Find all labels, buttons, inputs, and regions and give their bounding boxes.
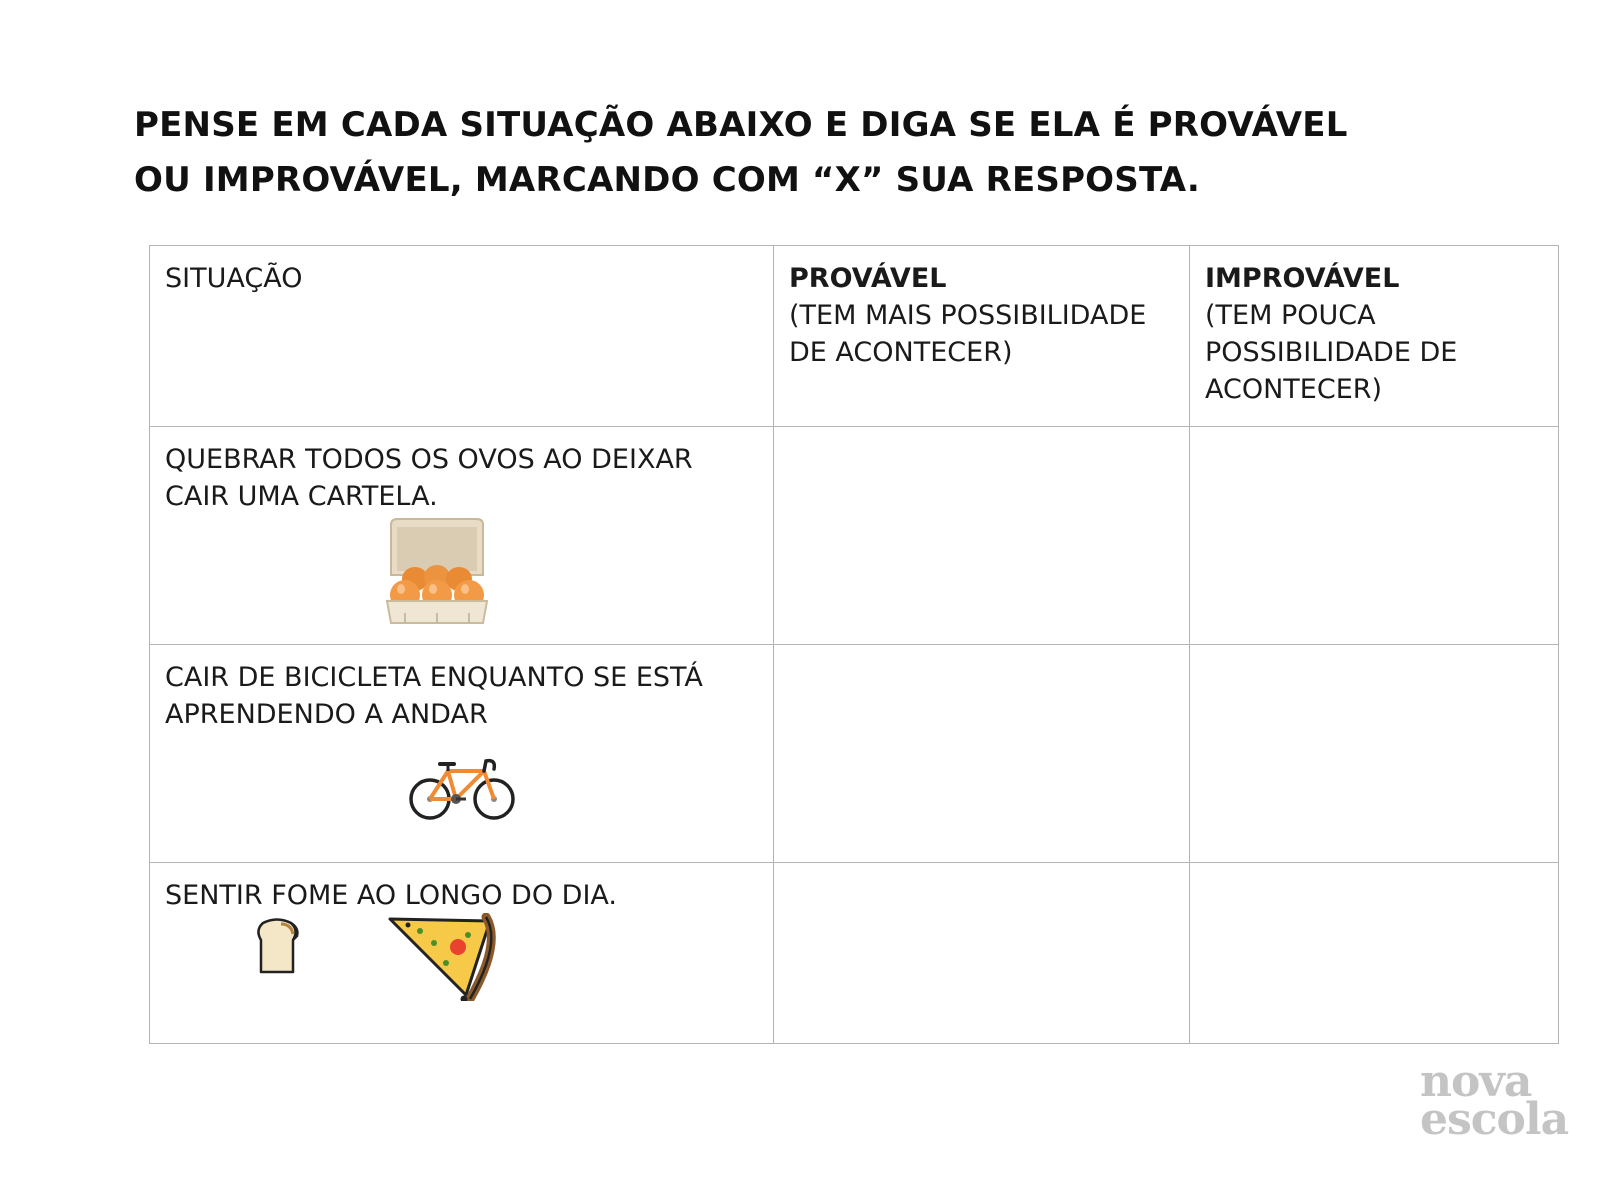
probability-table bbox=[149, 245, 1559, 1044]
table-row bbox=[150, 645, 1559, 863]
header-unlikely bbox=[1190, 246, 1559, 427]
likely-mark-cell[interactable] bbox=[774, 645, 1190, 863]
table-row bbox=[150, 863, 1559, 1044]
logo-line-1: nova bbox=[1420, 1056, 1532, 1107]
situation-illustration bbox=[165, 914, 758, 1034]
unlikely-mark-cell[interactable] bbox=[1190, 863, 1559, 1044]
header-unlikely-title: IMPROVÁVEL bbox=[1205, 263, 1400, 294]
header-situation-label: SITUAÇÃO bbox=[165, 263, 303, 294]
logo-line-2: escola bbox=[1420, 1094, 1569, 1145]
egg-carton-icon bbox=[385, 517, 489, 629]
situation-cell bbox=[150, 427, 774, 645]
situation-cell bbox=[150, 863, 774, 1044]
situation-text: CAIR DE BICICLETA ENQUANTO SE ESTÁ APRENDENDO A ANDAR bbox=[165, 662, 703, 730]
table-row bbox=[150, 427, 1559, 645]
header-likely bbox=[774, 246, 1190, 427]
header-unlikely-desc: (TEM POUCA POSSIBILIDADE DE ACONTECER) bbox=[1205, 300, 1458, 405]
instructions-line-2: OU IMPROVÁVEL, MARCANDO COM “X” SUA RESPOSTA. bbox=[134, 160, 1200, 200]
likely-mark-cell[interactable] bbox=[774, 863, 1190, 1044]
likely-mark-cell[interactable] bbox=[774, 427, 1190, 645]
situation-text: SENTIR FOME AO LONGO DO DIA. bbox=[165, 880, 617, 911]
pizza-slice-icon bbox=[386, 913, 502, 1001]
nova-escola-logo bbox=[1420, 1056, 1580, 1145]
header-likely-desc: (TEM MAIS POSSIBILIDADE DE ACONTECER) bbox=[789, 300, 1147, 368]
situation-illustration bbox=[165, 515, 758, 635]
header-situation bbox=[150, 246, 774, 427]
header-likely-title: PROVÁVEL bbox=[789, 263, 947, 294]
situation-cell bbox=[150, 645, 774, 863]
unlikely-mark-cell[interactable] bbox=[1190, 645, 1559, 863]
situation-text: QUEBRAR TODOS OS OVOS AO DEIXAR CAIR UMA CARTELA. bbox=[165, 444, 693, 512]
bicycle-icon bbox=[408, 757, 518, 823]
situation-illustration bbox=[165, 733, 758, 853]
instructions-title bbox=[134, 98, 1434, 208]
unlikely-mark-cell[interactable] bbox=[1190, 427, 1559, 645]
bread-icon bbox=[255, 918, 299, 976]
table-header-row bbox=[150, 246, 1559, 427]
instructions-line-1: PENSE EM CADA SITUAÇÃO ABAIXO E DIGA SE ELA É PROVÁVEL bbox=[134, 105, 1348, 145]
